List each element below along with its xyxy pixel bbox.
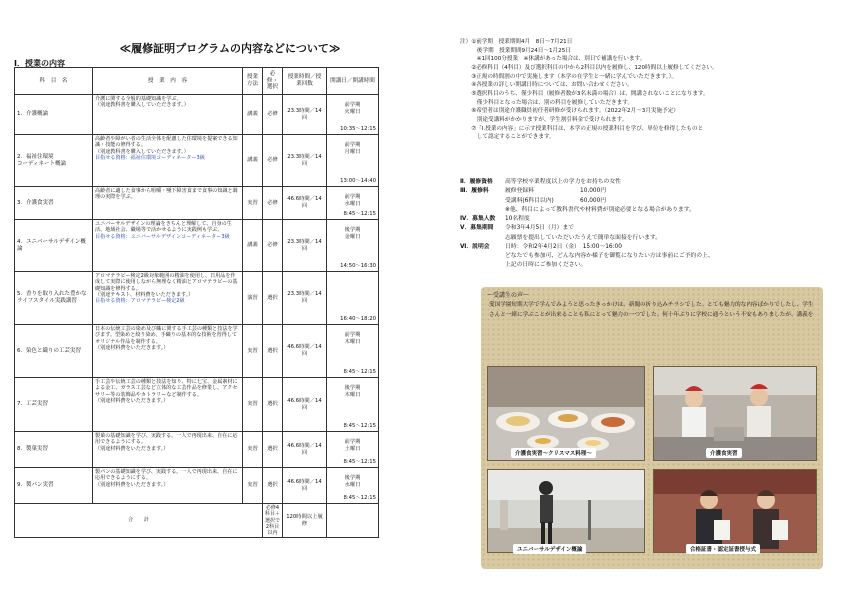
photo-care-food-practice — [653, 366, 817, 461]
course-hours: 46.6時間／14回 — [283, 468, 327, 504]
capacity-row — [460, 215, 830, 224]
photo-certificate-ceremony — [653, 469, 817, 553]
note-line: ⑥希望者は別途介護職員初任者研修が受けられます。（2022年2月～3月実施予定） — [460, 108, 679, 115]
course-required: 選択 — [263, 272, 283, 325]
course-time: 8:45～12:15 — [343, 495, 376, 502]
course-content: 手工芸や伝統工芸の種類と技法を知り、特に七宝、金属素材による金工、ガラス工芸など立体的な工芸作品を修業し、アクセサリー等の装飾品やカトラリーなど制作する。 （別途材料費をいただきます。） — [95, 379, 238, 405]
course-number: 5. — [17, 291, 23, 298]
course-required: 選択 — [263, 432, 283, 468]
course-name-cell — [15, 272, 93, 325]
note-line: 注）①前学期 授業期間4月 8日～7月21日 — [460, 39, 573, 45]
course-method: 実習 — [243, 378, 263, 432]
table-row — [15, 378, 379, 432]
course-period-cell — [327, 378, 379, 432]
course-period-cell — [327, 135, 379, 187]
course-content: ユニバーサルデザインの理論をきちんと理解して、自身の生活、地域社会、職場等で活かせるように実践例も学ぶ。 — [95, 221, 232, 234]
fee-note-row — [460, 206, 830, 215]
course-name: 工芸実習 — [26, 401, 49, 408]
course-time: 13:00～14:40 — [340, 178, 376, 185]
student-voice-text: 愛国学園短期大学で学んでみようと思ったきっかけは、新聞の折り込みチラシでした。とても魅力的な内容ばかりでしたし、学生さんと一緒に学ぶことが出来ることも私にとって魅力の一つでした。何十年ぶりに学校に通うという不安もありましたが、講義を — [489, 302, 814, 318]
note-line: ③正規の時間割の中で実施します（本学の在学生と一緒に学んでいただきます。）。 — [460, 73, 678, 80]
course-content-cell — [93, 95, 243, 135]
header-method: 授業方法 — [243, 68, 263, 95]
course-time: 16:40～18:20 — [340, 316, 376, 323]
briefing-note-row-1 — [460, 252, 830, 261]
course-period-cell — [327, 272, 379, 325]
table-row — [15, 325, 379, 378]
photo-caption-4: 合格証書・認定証書授与式 — [686, 544, 760, 554]
fee-name-1: 履修登録料 — [505, 188, 534, 195]
course-content-cell — [93, 187, 243, 220]
note-line: ⑤選択科目のうち、僅少科目（履修者数が3名未満の場合）は、開講されないことになります。 — [460, 90, 709, 97]
course-name-cell — [15, 135, 93, 187]
info-block — [460, 178, 830, 271]
table-row — [15, 432, 379, 468]
course-period-cell — [327, 325, 379, 378]
course-name-cell — [15, 220, 93, 272]
fee-note: ※他、科目によって教科書代や材料費が別途必要となる場合があります。 — [505, 206, 695, 213]
course-number: 6. — [17, 347, 23, 354]
note-line: ④各授業の詳しい開講日時については、お問い合わせください。 — [460, 82, 633, 89]
program-table — [14, 67, 379, 538]
fee-amount-2: 60,000円 — [580, 197, 607, 204]
period-note-row — [460, 234, 830, 243]
note-line: ※1回100分授業 ※休講があった場合は、別日で補講を行います。 — [460, 56, 646, 63]
course-time: 14:50～16:30 — [340, 263, 376, 270]
course-name: 介護食実習 — [26, 199, 54, 206]
course-hours: 23.3時間／14回 — [283, 220, 327, 272]
course-name: 介護概論 — [26, 111, 49, 118]
course-name-cell — [15, 95, 93, 135]
qualification-row — [460, 178, 830, 187]
course-term: 後学期 水曜日 — [344, 475, 361, 488]
course-hours: 46.6時間／14回 — [283, 187, 327, 220]
course-period-cell — [327, 95, 379, 135]
note-line: ②必修科目（4科目）及び選択科目の中から2科目以内を履修し、120時間以上履修してください。 — [460, 64, 718, 71]
course-content: 日本の伝統工芸の染め及び織に関する手工芸の種類と技法を学びます。型染めと絞り染め、手織りの基本的な技術を習得してオリジナル作品を制作する。 （別途材料費をいただきます。） — [95, 326, 238, 352]
course-content-cell — [93, 468, 243, 504]
course-content-cell — [93, 432, 243, 468]
total-empty — [327, 504, 379, 538]
table-row — [15, 187, 379, 220]
course-number: 9. — [17, 482, 23, 489]
note-line: 別途受講料がかかりますが、学生割引料金で受けられます。 — [460, 116, 628, 123]
course-required: 必修 — [263, 187, 283, 220]
capacity-label: Ⅳ．募集人数 — [460, 216, 496, 223]
course-term: 後学期 木曜日 — [344, 385, 361, 398]
course-required: 選択 — [263, 325, 283, 378]
total-hours: 120時間以上履修 — [283, 504, 327, 538]
course-time: 8:45～12:15 — [343, 369, 376, 376]
course-content: 介護に関する全般的基礎知識を学ぶ。 （別途教科書を購入していただきます。） — [95, 96, 189, 109]
table-row — [15, 468, 379, 504]
table-row — [15, 220, 379, 272]
header-content: 授 業 内 容 — [93, 68, 243, 95]
course-method: 実習 — [243, 325, 263, 378]
course-name-cell — [15, 325, 93, 378]
course-name: ユニバーサルデザイン概論 — [17, 238, 86, 252]
course-content-cell — [93, 272, 243, 325]
course-goal: 目指せる資格：福祉住環境コーディネーター3級 — [95, 155, 205, 162]
capacity-text: 10名程度 — [505, 216, 530, 223]
course-method: 実習 — [243, 432, 263, 468]
course-period-cell — [327, 432, 379, 468]
fees-label: Ⅲ．履修料 — [460, 188, 489, 195]
course-term: 前学期 木曜日 — [344, 332, 361, 345]
course-required: 必修 — [263, 95, 283, 135]
photo-caption-3: ユニバーサルデザイン概論 — [513, 544, 586, 554]
course-name-cell — [15, 187, 93, 220]
total-required: 必修4科目＋選択で2科目以内 — [263, 504, 283, 538]
course-hours: 46.6時間／14回 — [283, 432, 327, 468]
course-goal: 目指せる資格：ユニバーサルデザインコーディネーター3級 — [95, 233, 230, 240]
fee-row-1 — [460, 187, 830, 196]
course-content: 製菓の基礎知識を学び、実践する。一人で再現出来、自在に応用できるようにする。 （別途材料費をいただきます。） — [95, 433, 238, 452]
course-method: 講義 — [243, 135, 263, 187]
course-hours: 23.3時間／14回 — [283, 272, 327, 325]
course-term: 前学期 月曜日 — [344, 142, 361, 155]
header-period: 開講日／開講時間 — [327, 68, 379, 95]
course-method: 演習 — [243, 272, 263, 325]
universal-design-image — [488, 470, 645, 553]
course-name: 染色と織りの工芸実習 — [26, 347, 82, 354]
cooking-class-image — [654, 367, 817, 461]
course-time: 8:45～12:15 — [343, 459, 376, 466]
photo-universal-design — [487, 469, 645, 553]
student-voice-title: ～受講生の声～ — [487, 292, 530, 299]
course-required: 選択 — [263, 378, 283, 432]
course-term — [329, 273, 376, 279]
course-time: 10:35～12:15 — [340, 126, 376, 133]
course-required: 必修 — [263, 220, 283, 272]
note-line: 僅少科目となった場合は、別の科目を履修していただきます。 — [460, 99, 633, 106]
certificate-ceremony-image — [654, 470, 817, 553]
course-name-cell — [15, 468, 93, 504]
course-time: 8:45～12:15 — [343, 211, 376, 218]
header-name: 科 目 名 — [15, 68, 93, 95]
qualification-label: Ⅱ．履修資格 — [460, 179, 493, 185]
fee-row-2 — [460, 197, 830, 206]
qualification-text: 高等学校卒業程度以上の学力をお持ちの女性 — [505, 179, 621, 185]
course-number: 8. — [17, 446, 23, 453]
course-term: 後学期 金曜日 — [344, 227, 361, 240]
fee-amount-1: 10,000円 — [580, 188, 607, 195]
notes-block — [460, 38, 830, 142]
course-number: 7. — [17, 401, 23, 408]
course-number: 4. — [17, 238, 23, 245]
course-required: 選択 — [263, 468, 283, 504]
course-name: 福祉住環境 コーディネート概論 — [17, 153, 67, 167]
table-row — [15, 272, 379, 325]
note-line: ⑦「Ⅰ.授業の内容」に示す授業科目は、本学の正規の授業科目を学び、単位を修得したものと — [460, 125, 704, 132]
course-method: 実習 — [243, 187, 263, 220]
course-hours: 46.6時間／14回 — [283, 325, 327, 378]
course-content-cell — [93, 135, 243, 187]
course-number: 1. — [17, 111, 23, 118]
course-number: 2. — [17, 153, 23, 160]
course-hours: 23.3時間／14回 — [283, 95, 327, 135]
course-required: 必修 — [263, 135, 283, 187]
course-name-cell — [15, 432, 93, 468]
header-required: 必修・選択 — [263, 68, 283, 95]
student-voice-panel — [481, 287, 823, 569]
course-period-cell — [327, 220, 379, 272]
briefing-label: Ⅵ．説明会 — [460, 243, 490, 250]
course-content: 高齢者や障がい者の生活全体を配慮した住環境を提案できる知識・技能の修得する。 （別途教科書を購入していただきます。） — [95, 136, 238, 155]
course-name: 製パン実習 — [26, 482, 54, 489]
period-label: Ⅴ．募集期間 — [460, 225, 494, 232]
course-time: 8:45～12:15 — [343, 423, 376, 430]
course-term: 前学期 水曜日 — [344, 194, 361, 207]
table-row — [15, 135, 379, 187]
plated-dishes-image — [488, 367, 645, 461]
course-goal: 目指せる資格：アロマテラピー検定2級 — [95, 298, 185, 305]
course-period-cell — [327, 187, 379, 220]
course-content: アロマテラピー検定2級対象範囲の精油を使用し、日用品を作成して実際に使用しながら無理なく精油とアロマテラピーの基礎知識を修得する。 （別途テキスト、材料費をいただきます。） — [95, 273, 238, 299]
course-term: 前学期 火曜日 — [344, 102, 361, 115]
page-title: ≪履修証明プログラムの内容などについて≫ — [119, 42, 341, 55]
briefing-note-row-2 — [460, 261, 830, 270]
briefing-row — [460, 243, 830, 252]
note-line: 後学期 授業期間9月24日～1月25日 — [460, 47, 571, 54]
course-method: 実習 — [243, 468, 263, 504]
course-content-cell — [93, 325, 243, 378]
briefing-note-1: どなたでも参加可、どんな内容か様子を御覧になりたい方は事前にご予約の上、 — [505, 253, 714, 260]
course-hours: 46.6時間／14回 — [283, 378, 327, 432]
course-content-cell — [93, 378, 243, 432]
course-hours: 23.3時間／14回 — [283, 135, 327, 187]
briefing-text: 日時：令和2年4月2日（金） 15:00～16:00 — [505, 243, 622, 250]
fee-name-2: 受講料(6科目以内) — [505, 197, 554, 204]
period-note: 志願票を提出していただいたうえで簡単な面接を行います。 — [505, 234, 662, 241]
briefing-note-2: 上記の日時にご参加ください。 — [505, 262, 587, 269]
photo-care-food-christmas — [487, 366, 645, 461]
total-label: 合 計 — [15, 504, 263, 538]
course-name-cell — [15, 378, 93, 432]
header-hours: 授業時間／授業回数 — [283, 68, 327, 95]
course-method: 講義 — [243, 220, 263, 272]
period-row — [460, 224, 830, 233]
course-content-cell — [93, 220, 243, 272]
photo-caption-1: 介護食実習～クリスマス料理～ — [511, 448, 596, 458]
photo-caption-2: 介護食実習 — [706, 448, 742, 458]
course-content: 高齢者に適した食事から咀嚼・嚥下障害食まで食事の知識と調理の実際を学ぶ。 — [95, 188, 238, 201]
note-line: して認定することができます。 — [460, 134, 555, 141]
total-row — [15, 504, 379, 538]
course-term: 前学期 土曜日 — [344, 439, 361, 452]
section-heading-course-content: Ⅰ．授業の内容 — [14, 59, 65, 68]
period-text: 令和3年4月5日（月）まで — [505, 225, 575, 232]
course-content: 製パンの基礎知識を学び、実践する。一人で再現出来、自在に応用できるようにする。 （別途材料費をいただきます。） — [95, 469, 238, 488]
table-row — [15, 95, 379, 135]
course-method: 講義 — [243, 95, 263, 135]
course-name: 香りを取り入れた豊かなライフスタイル実践講習 — [17, 291, 87, 304]
course-number: 3. — [17, 199, 23, 206]
course-name: 製菓実習 — [26, 446, 49, 453]
course-period-cell — [327, 468, 379, 504]
